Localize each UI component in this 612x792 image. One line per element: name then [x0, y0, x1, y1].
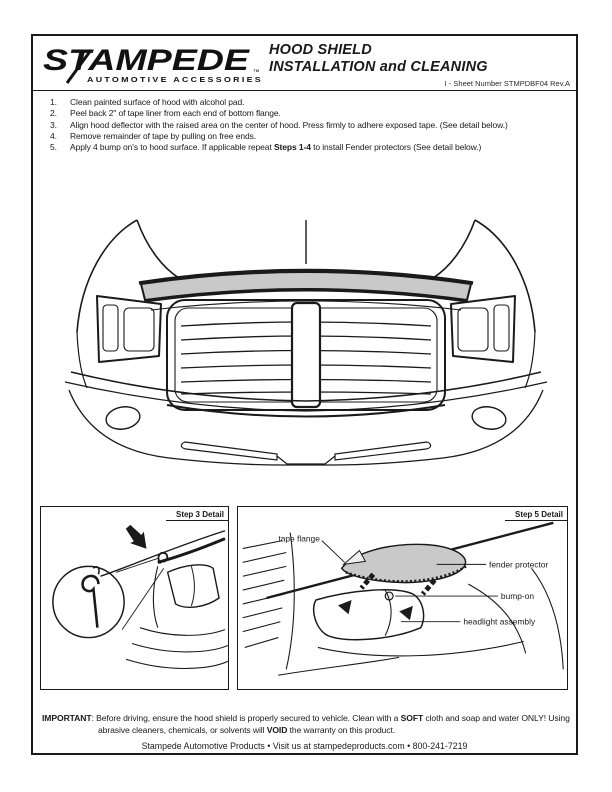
- fog-light-right: [470, 404, 507, 432]
- title-line-1: HOOD SHIELD: [269, 42, 372, 58]
- important-label: IMPORTANT: [42, 713, 92, 723]
- flange-hook-detail: [83, 576, 99, 628]
- logo-tagline: AUTOMOTIVE ACCESSORIES: [87, 75, 263, 84]
- grille: [167, 300, 445, 410]
- instruction-step-3: [33, 120, 576, 131]
- step5-detail-title: Step 5 Detail: [505, 507, 567, 521]
- shield-tip-hook: [158, 553, 167, 564]
- trademark-symbol: ™: [253, 69, 260, 76]
- step3-detail-title: Step 3 Detail: [166, 507, 228, 521]
- instruction-step-1: [33, 97, 576, 108]
- tape-flange-fold: [344, 551, 366, 565]
- grille-center-bar: [292, 303, 320, 407]
- step-text: Apply 4 bump on's to hood surface. If applicable repeat Steps 1-4 to install Fender protectors (See detail below.): [70, 142, 482, 153]
- instruction-step-5: [33, 142, 576, 153]
- instruction-step-2: [33, 108, 576, 119]
- truck-front-illustration: [33, 204, 579, 496]
- step3-detail-box: [40, 506, 229, 690]
- step-number: 2.: [50, 108, 57, 119]
- document-title: [269, 42, 488, 76]
- step5-detail-box: [237, 506, 568, 690]
- step-number: 1.: [50, 97, 57, 107]
- label-headlight-assembly: headlight assembly: [463, 616, 536, 627]
- label-tape-flange: tape flange: [278, 533, 320, 544]
- label-bump-on: bump-on: [500, 590, 535, 601]
- header-divider: [33, 90, 576, 91]
- step3-detail-illustration: [41, 507, 228, 689]
- stampede-wordmark: STAMPEDE: [43, 44, 251, 77]
- step-text: Peel back 2" of tape liner from each end of bottom flange.: [70, 108, 281, 119]
- pointer-arrow-icon: [121, 521, 153, 554]
- important-notice: IMPORTANT: Before driving, ensure the hood shield is properly secured to vehicle. Clean with a SOFT cloth and soap and water ONLY! Using abrasive cleaners, chemicals, or solvents will VOID the warranty on this product.: [42, 713, 570, 735]
- title-line-2: INSTALLATION and CLEANING: [269, 59, 488, 75]
- step-text: Clean painted surface of hood with alcohol pad.: [70, 97, 245, 107]
- step-number: 5.: [50, 142, 57, 153]
- grille-slats: [243, 533, 295, 670]
- headlight-left: [97, 296, 161, 362]
- instructions-list: [33, 97, 576, 153]
- headlight-right: [451, 296, 515, 362]
- sheet-number: I - Sheet Number STMPDBF04 Rev.A: [444, 79, 570, 88]
- headlight-side-view: [168, 565, 219, 607]
- stampede-logo: [41, 43, 267, 85]
- page-frame: [31, 34, 578, 755]
- placement-arrow-right: [399, 580, 434, 620]
- step-text: Align hood deflector with the raised area on the center of hood. Press firmly to adhere exposed tape. (See detail below.): [70, 119, 508, 130]
- valance-slot-left: [181, 442, 277, 460]
- fender-protector-shape: [342, 544, 466, 582]
- valance-slot-right: [335, 442, 431, 460]
- step-text: Remove remainder of tape by pulling on free ends.: [70, 130, 256, 141]
- step5-detail-illustration: [238, 507, 567, 689]
- step-number: 3.: [50, 119, 57, 130]
- footer-contact-line: Stampede Automotive Products • Visit us at stampedeproducts.com • 800-241-7219: [141, 741, 468, 751]
- label-fender-protector: fender protector: [489, 559, 549, 570]
- instruction-step-4: [33, 131, 576, 142]
- fog-light-left: [104, 404, 141, 432]
- step-number: 4.: [50, 130, 57, 141]
